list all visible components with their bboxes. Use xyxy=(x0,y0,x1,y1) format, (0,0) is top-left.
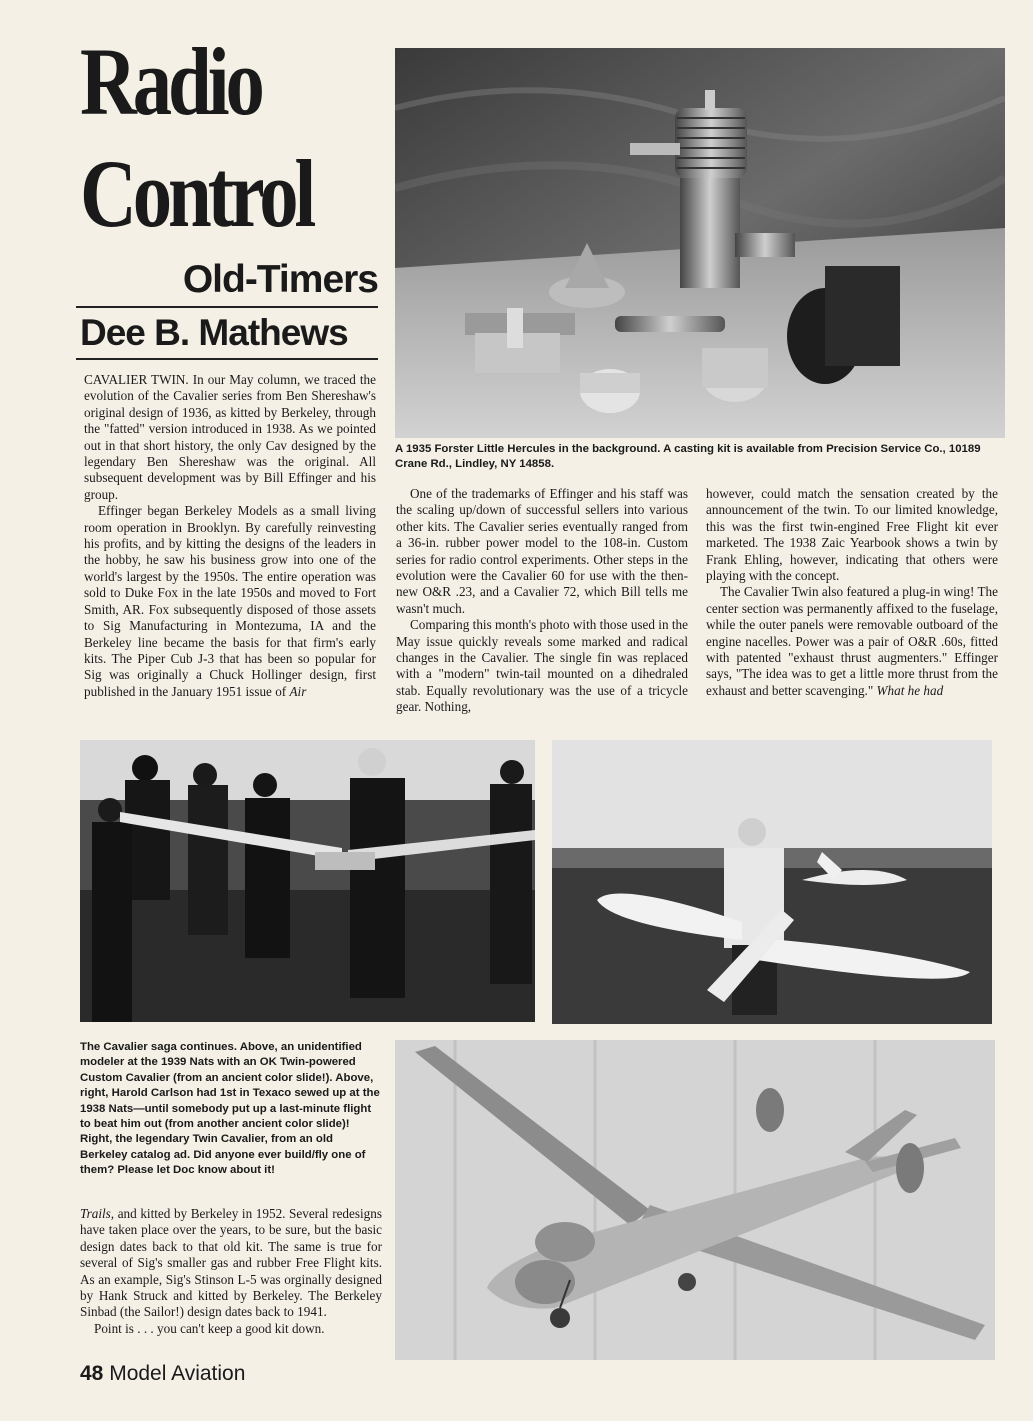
column3-para2-italic: What he had xyxy=(876,682,944,698)
nats-1939-photo xyxy=(80,740,535,1022)
column1-para1: In our May column, we traced the evolution of the Cavalier series from Ben Shereshaw's original design of 1936, as kitted by Berkeley, through the "fatted" version introduced in 1938. As we pointed out in that short history, the only Cav designed by the legendary Ben Shereshaw was the original. All subsequent development was by Bill Effinger and his group. xyxy=(84,372,376,502)
divider-bottom xyxy=(76,358,378,360)
column2-para1: One of the trademarks of Effinger and his staff was the scaling up/down of successful sellers into various other kits. The Cavalier series eventually ranged from a 36-in. rubber power model to the 108-in. Custom series for radio control experiments. Other steps in the evolution were the Cavalier 60 for use with the then-new O&R .23, and a Cavalier 72, which Bill tells me wasn't much. xyxy=(396,486,688,616)
column2-para2: Comparing this month's photo with those used in the May issue quickly reveals some marked and radical changes in the Cavalier. The single fin was replaced with a "modern" twin-tail mounted on a dihedraled stab. Equally revolutionary was the use of a tricycle gear. Nothing, xyxy=(396,617,688,715)
divider-top xyxy=(76,306,378,308)
article-column-2 xyxy=(396,486,688,716)
saga-caption: The Cavalier saga continues. Above, an unidentified modeler at the 1939 Nats with an OK Twin-powered Custom Cavalier (from an ancient color slide!). Above, right, Harold Carlson had 1st in Texaco sewed up at the 1938 Nats—until somebody put up a last-minute flight to beat him out (from another ancient color slide)! Right, the legendary Twin Cavalier, from an old Berkeley catalog ad. Did anyone ever build/fly one of them? Please let Doc know about it! xyxy=(80,1041,380,1177)
column3-para2: The Cavalier Twin also featured a plug-in wing! The center section was permanently affixed to the fuselage, while the outer panels were removable outboard of the engine nacelles. Power was a pair of O&R .60s, fitted with patented "exhaust thrust augmenters." Effinger says, "The idea was to get a little more thrust from the exhaust and better scavenging." xyxy=(706,584,998,698)
column3-para1: however, could match the sensation created by the announcement of the twin. To our limited knowledge, this was the first twin-engined Free Flight kit ever marketed. The 1938 Zaic Yearbook shows a twin by Frank Ehling, however, indicating that others were playing with the concept. xyxy=(706,486,998,584)
author-byline: Dee B. Mathews xyxy=(80,312,348,353)
article-column-1 xyxy=(84,372,376,700)
carlson-1938-photo xyxy=(552,740,992,1024)
page-footer xyxy=(80,1362,245,1386)
title-control: Control xyxy=(80,140,313,247)
italic-lead: Trails, xyxy=(80,1206,115,1221)
continuation-para1: and kitted by Berkeley in 1952. Several redesigns have taken place over the years, to be sure, but the basic design dates back to that old kit. The same is true for several of Sig's smaller gas and rubber Free Flight kits. As an example, Sig's Stinson L-5 was orginally designed by Hank Struck and kitted by Berkeley. The Berkeley Sinbad (the Sailor!) design dates back to 1941. xyxy=(80,1206,382,1320)
column1-para2: Effinger began Berkeley Models as a small living room operation in Brooklyn. By carefully reinvesting his profits, and by kitting the designs of the leaders in the hobby, he saw his business grow into one of the world's largest by the 1950s. The entire operation was sold to Duke Fox in the late 1950s and moved to Fort Smith, AR. Fox subsequently disposed of those assets to Sig Manufacturing in Montezuma, IA and the Berkeley line became the basis for that firm's early kits. The Piper Cub J-3 that has been so popular for Sig was originally a Chuck Hollinger design, first published in the January 1951 issue of xyxy=(84,503,376,699)
column1-para2-italic: Air xyxy=(289,683,307,699)
magazine-name: Model Aviation xyxy=(109,1362,246,1385)
engine-photo xyxy=(395,48,1005,438)
lead-in: CAVALIER TWIN. xyxy=(84,372,189,387)
engine-photo-caption: A 1935 Forster Little Hercules in the background. A casting kit is available from Precision Service Co., 10189 Crane Rd., Lindley, NY 14858. xyxy=(395,443,981,471)
title-radio: Radio xyxy=(80,28,261,135)
page-number: 48 xyxy=(80,1362,104,1385)
article-column-3 xyxy=(706,486,998,699)
twin-cavalier-photo xyxy=(395,1040,995,1360)
continuation-para2: Point is . . . you can't keep a good kit down. xyxy=(94,1320,325,1336)
article-continuation xyxy=(80,1206,382,1337)
subtitle: Old-Timers xyxy=(182,258,378,301)
